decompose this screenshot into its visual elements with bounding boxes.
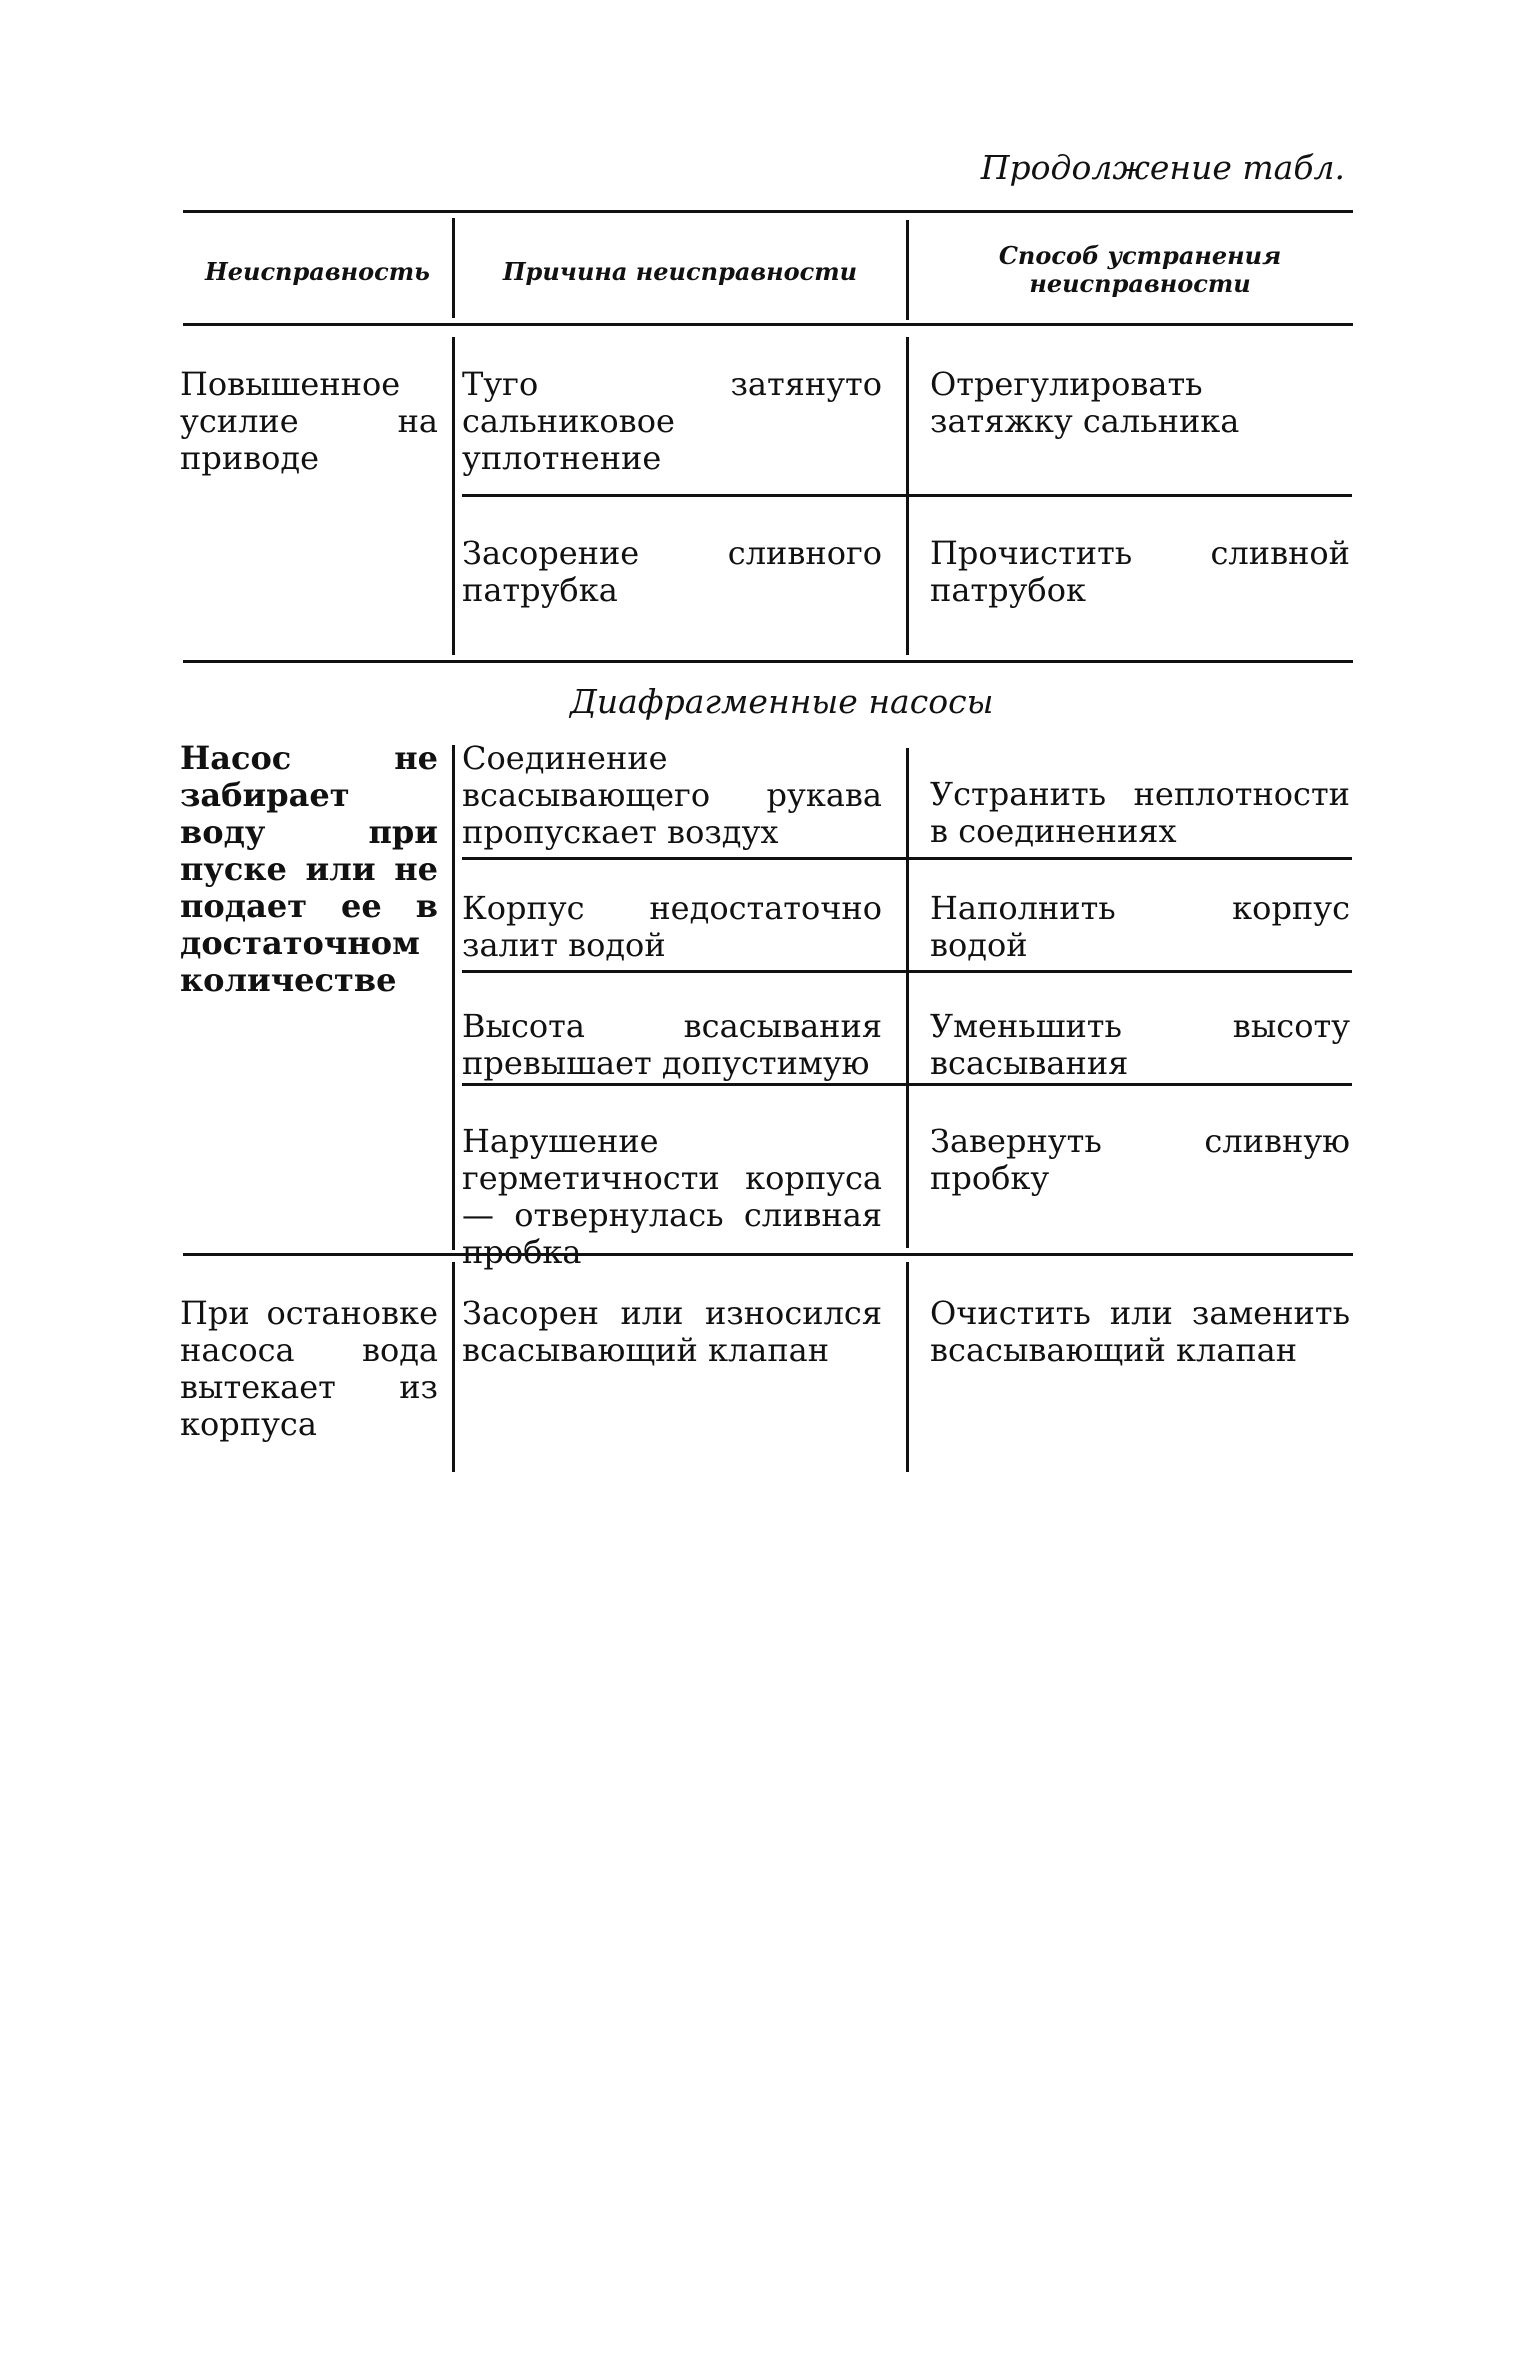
group1-bottom-rule [183, 660, 1353, 663]
group2-cause-4: Нарушение герметичности корпуса — отвернулась сливная пробка [462, 1122, 882, 1271]
table-top-rule [183, 210, 1353, 213]
group2-row-rule-2 [462, 970, 1352, 973]
group2-row-rule-1 [462, 857, 1352, 860]
group2-cause-3: Высота всасывания превышает допустимую [462, 1007, 882, 1082]
header-bottom-rule [183, 323, 1353, 326]
header-divider-2 [906, 220, 909, 320]
group1-row-rule [462, 494, 1352, 497]
group1-divider-1 [452, 337, 455, 655]
group2-remedy-4: Завернуть сливную пробку [930, 1122, 1350, 1197]
group2-remedy-3: Уменьшить высоту всасывания [930, 1007, 1350, 1082]
group2-remedy-1: Устранить неплотности в соединениях [930, 775, 1350, 850]
section-title: Диафрагменные насосы [570, 682, 994, 721]
group3-divider-1 [452, 1262, 455, 1472]
group2-divider-2 [906, 748, 909, 1248]
table-caption: Продолжение табл. [980, 148, 1345, 187]
group2-remedy-2: Наполнить корпус водой [930, 889, 1350, 964]
group3-divider-2 [906, 1262, 909, 1472]
group3-fault: При остановке насоса вода вытекает из корпуса [180, 1294, 438, 1443]
group1-fault: Повышенное усилие на приводе [180, 365, 438, 477]
group1-cause-1: Туго затянуто сальниковое уплотнение [462, 365, 882, 477]
group1-cause-2: Засорение сливного патрубка [462, 534, 882, 609]
group2-cause-2: Корпус недостаточно залит водой [462, 889, 882, 964]
group2-divider-1 [452, 745, 455, 1250]
group2-row-rule-3 [462, 1083, 1352, 1086]
group3-cause-1: Засорен или износился всасывающий клапан [462, 1294, 882, 1369]
header-remedy: Способ устранения неисправности [998, 241, 1282, 298]
group2-fault: Насос не забирает воду при пуске или не подает ее в достаточном количестве [180, 739, 438, 999]
header-divider-1 [452, 218, 455, 318]
group2-cause-1: Соединение всасывающего рукава пропускает воздух [462, 739, 882, 851]
header-cause: Причина неисправности [502, 257, 858, 286]
group3-remedy-1: Очистить или заменить всасывающий клапан [930, 1294, 1350, 1369]
group1-remedy-2: Прочистить сливной патрубок [930, 534, 1350, 609]
header-fault: Неисправность [205, 257, 430, 286]
group1-remedy-1: Отрегулировать затяжку сальника [930, 365, 1240, 440]
